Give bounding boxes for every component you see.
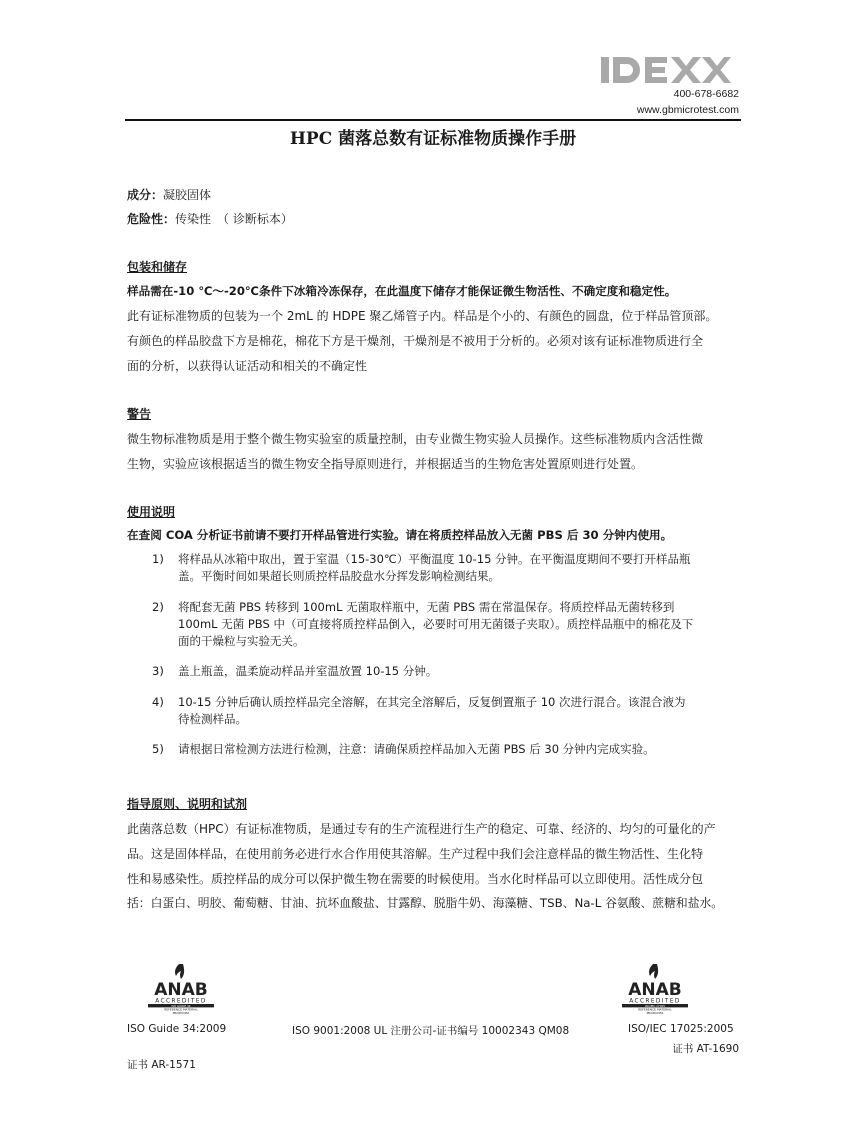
anab-badge-right-icon — [614, 962, 696, 1014]
composition-row — [127, 186, 211, 203]
packaging-heading: 包装和储存 — [127, 260, 188, 274]
footer-iso-guide: ISO Guide 34:2009 — [127, 1023, 227, 1035]
badge-text: ANAB — [154, 980, 208, 1000]
step-text: 100mL 无菌 PBS 中（可直接将质控样品倒入，必要时可用无菌镊子夹取）。质控样品瓶中的棉花及下 — [178, 617, 694, 631]
guidance-line-4: 括：白蛋白、明胶、葡萄糖、甘油、抗坏血酸盐、甘露醇、脱脂牛奶、海藻糖、TSB、Na-L 谷氨酸、蔗糖和盐水。 — [127, 896, 724, 910]
step-number: 5) — [152, 742, 164, 756]
step-text: 盖。平衡时间如果超长则质控样品胶盘水分挥发影响检测结果。 — [178, 569, 500, 583]
idexx-logo-icon — [601, 55, 731, 85]
anab-badge-left-icon — [140, 962, 222, 1014]
step-number: 4) — [152, 695, 164, 709]
packaging-line-2: 有颜色的样品胶盘下方是棉花，棉花下方是干燥剂，干燥剂是不被用于分析的。必须对该有证标准物质进行全 — [127, 334, 704, 348]
badge-sub: ACCREDITED — [155, 998, 207, 1005]
badge-sub: ACCREDITED — [629, 998, 681, 1005]
step-text: 待检测样品。 — [178, 712, 247, 726]
header-website[interactable]: www.gbmicrotest.com — [636, 104, 739, 116]
badge-tiny: REFERENCE MATERIAL — [164, 1007, 198, 1012]
badge-tiny: ISO/IEC 17025 — [644, 1003, 666, 1008]
warning-heading: 警告 — [127, 407, 152, 421]
step-number: 3) — [152, 664, 164, 678]
step-number: 2) — [152, 600, 164, 614]
header-divider — [125, 119, 741, 121]
step-text: 面的干燥粒与实验无关。 — [178, 634, 305, 648]
step-text: 将配套无菌 PBS 转移到 100mL 无菌取样瓶中，无菌 PBS 需在常温保存。将质控样品无菌转移到 — [178, 600, 675, 614]
badge-text: ANAB — [628, 980, 682, 1000]
step-text: 将样品从冰箱中取出，置于室温（15-30℃）平衡温度 10-15 分钟。在平衡温度期间不要打开样品瓶 — [178, 552, 691, 566]
footer-cert-right: 证书 AT-1690 — [672, 1043, 739, 1055]
header-phone: 400-678-6682 — [673, 88, 739, 100]
step-text: 10-15 分钟后确认质控样品完全溶解，在其完全溶解后，反复倒置瓶子 10 次进行混合。该混合液为 — [178, 695, 686, 709]
badge-tiny: PRODUCER — [172, 1010, 190, 1014]
composition-label: 成分： — [127, 188, 164, 202]
guidance-line-1: 此菌落总数（HPC）有证标准物质，是通过专有的生产流程进行生产的稳定、可靠、经济的、均匀的可量化的产 — [127, 822, 716, 836]
badge-tiny: ISO GUIDE 34 — [171, 1003, 191, 1008]
instructions-bold-line: 在查阅 COA 分析证书前请不要打开样品管进行实验。请在将质控样品放入无菌 PBS 后 30 分钟内使用。 — [127, 528, 673, 542]
warning-line-1: 微生物标准物质是用于整个微生物实验室的质量控制，由专业微生物实验人员操作。这些标准物质内含活性微 — [127, 432, 704, 446]
step-text: 请根据日常检测方法进行检测，注意：请确保质控样品加入无菌 PBS 后 30 分钟内完成实验。 — [178, 742, 655, 756]
instructions-heading: 使用说明 — [127, 505, 176, 519]
packaging-line-3: 面的分析，以获得认证活动和相关的不确定性 — [127, 359, 368, 373]
hazard-row — [127, 210, 293, 227]
guidance-line-3: 性和易感染性。质控样品的成分可以保护微生物在需要的时候使用。当水化时样品可以立即使用。活性成分包 — [127, 872, 704, 886]
footer-cert-left: 证书 AR-1571 — [127, 1059, 196, 1071]
step-text: 盖上瓶盖，温柔旋动样品并室温放置 10-15 分钟。 — [178, 664, 438, 678]
packaging-line-1: 此有证标准物质的包装为一个 2mL 的 HDPE 聚乙烯管子内。样品是个小的、有颜色的圆盘，位于样品管顶部。 — [127, 309, 718, 323]
step-number: 1) — [152, 552, 164, 566]
composition-value: 凝胶固体 — [163, 188, 212, 202]
hazard-value: 传染性 （ 诊断标本） — [175, 212, 293, 226]
packaging-bold-line: 样品需在-10 ℃～-20℃条件下冰箱冷冻保存，在此温度下储存才能保证微生物活性、不确定度和稳定性。 — [127, 284, 677, 298]
guidance-line-2: 品。这是固体样品，在使用前务必进行水合作用使其溶解。生产过程中我们会注意样品的微生物活性、生化特 — [127, 847, 704, 861]
footer-iso-17025: ISO/IEC 17025:2005 — [628, 1023, 734, 1035]
guidance-heading: 指导原则、说明和试剂 — [127, 797, 248, 811]
footer-iso-9001: ISO 9001:2008 UL 注册公司-证书编号 10002343 QM08 — [292, 1025, 570, 1037]
hazard-label: 危险性： — [127, 212, 176, 226]
badge-tiny: PRODUCER — [646, 1010, 664, 1014]
page-title: HPC 菌落总数有证标准物质操作手册 — [289, 129, 577, 149]
badge-tiny: REFERENCE MATERIAL — [638, 1007, 672, 1012]
warning-line-2: 生物，实验应该根据适当的微生物安全指导原则进行，并根据适当的生物危害处置原则进行处置。 — [127, 457, 644, 471]
